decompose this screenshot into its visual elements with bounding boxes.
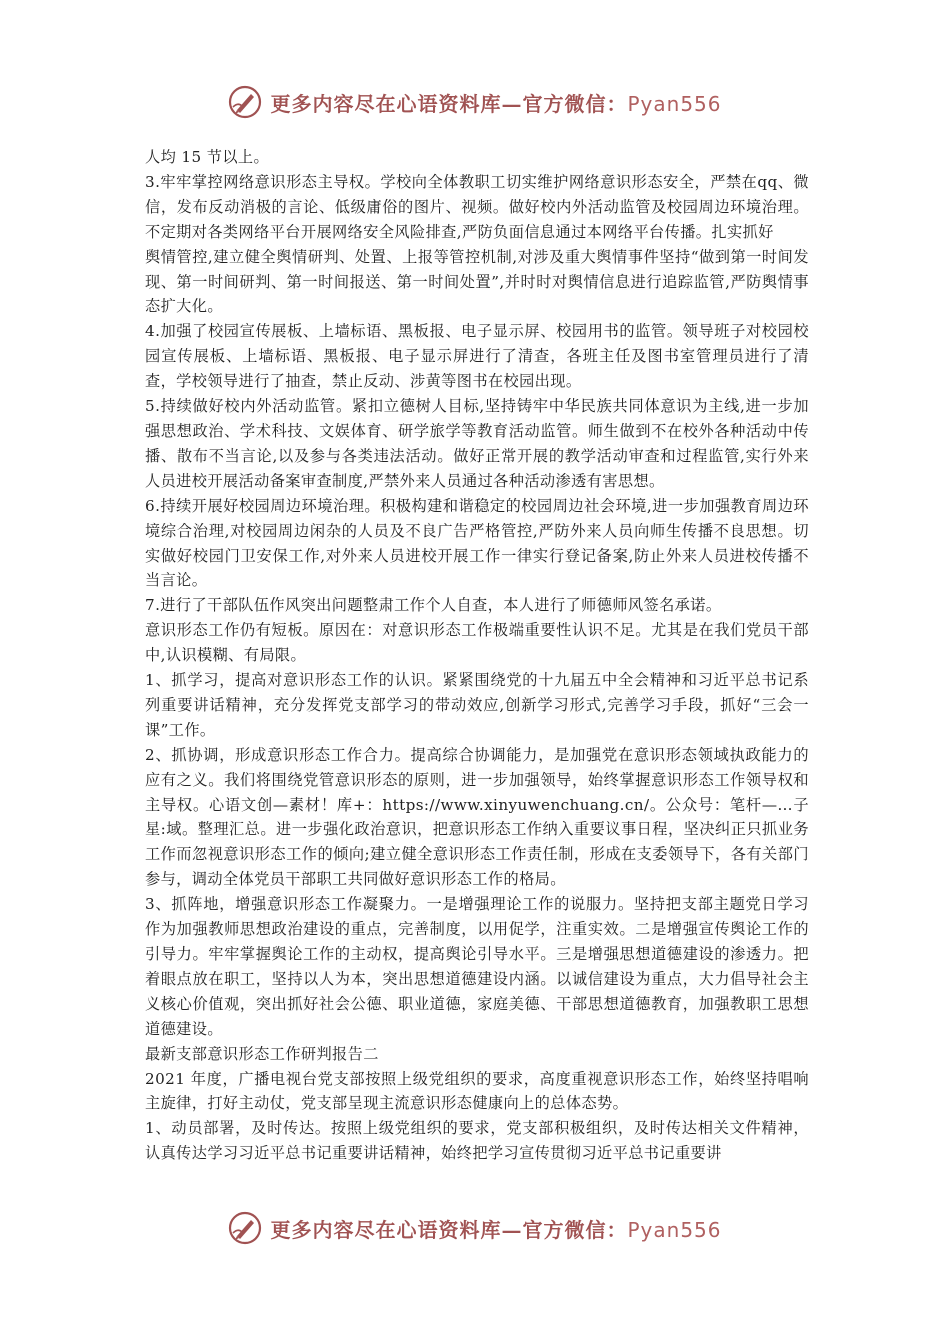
paragraph: 3.牢牢掌控网络意识形态主导权。学校向全体教职工切实维护网络意识形态安全，严禁在qq、微信，发布反动消极的言论、低级庸俗的图片、视频。做好校内外活动监管及校园周边环境治理。不定期对各类网络平台开展网络安全风险排查,严防负面信息通过本网络平台传播。扎实抓好 [145, 172, 809, 241]
paragraph: 3、抓阵地，增强意识形态工作凝聚力。一是增强理论工作的说服力。坚持把支部主题党日学习作为加强教师思想政治建设的重点，完善制度，以用促学，注重实效。二是增强宣传舆论工作的引导力。牢牢掌握舆论工作的主动权，提高舆论引导水平。三是增强思想道德建设的渗透力。把着眼点放在职工，坚持以人为本，突出思想道德建设内涵。以诚信建设为重点，大力倡导社会主义核心价值观，突出抓好社会公德、职业道德，家庭美德、干部思想道德教育，加强教职工思想道德建设。 [145, 895, 809, 1038]
banner-title: 更多内容尽在心语资料库—官方微信： [270, 91, 628, 116]
paragraph: 1、动员部署，及时传达。按照上级党组织的要求，党支部积极组织，及时传达相关文件精神，认真传达学习习近平总书记重要讲话精神，始终把学习宣传贯彻习近平总书记重要讲 [145, 1119, 809, 1163]
document-body [145, 145, 809, 1166]
paragraph: 意识形态工作仍有短板。原因在：对意识形态工作极端重要性认识不足。尤其是在我们党员干部中,认识模糊、有局限。 [145, 621, 809, 665]
banner-wechat-id: Pyan556 [627, 1217, 722, 1242]
section-heading: 最新支部意识形态工作研判报告二 [145, 1044, 379, 1063]
paragraph: 5.持续做好校内外活动监管。紧扣立德树人目标,坚持铸牢中华民族共同体意识为主线,进一步加强思想政治、学术科技、文娱体育、研学旅学等教育活动监管。师生做到不在校外各种活动中传播、散布不当言论,以及参与各类违法活动。做好正常开展的教学活动审查和过程监管,实行外来人员进校开展活动备案审查制度,严禁外来人员通过各种活动渗透有害思想。 [145, 397, 809, 490]
header-banner [0, 80, 950, 124]
footer-banner [0, 1206, 950, 1250]
paragraph: 2021 年度，广播电视台党支部按照上级党组织的要求，高度重视意识形态工作，始终坚持唱响主旋律，打好主动仗，党支部呈现主流意识形态健康向上的总体态势。 [145, 1069, 809, 1113]
paragraph: 6.持续开展好校园周边环境治理。积极构建和谐稳定的校园周边社会环境,进一步加强教育周边环境综合治理,对校园周边闲杂的人员及不良广告严格管控,严防外来人员向师生传播不良思想。切实做好校园门卫安保工作,对外来人员进校开展工作一律实行登记备案,防止外来人员进校传播不当言论。 [145, 496, 809, 590]
banner-text [270, 88, 721, 117]
paragraph: 1、抓学习，提高对意识形态工作的认识。紧紧围绕党的十九届五中全会精神和习近平总书记系列重要讲话精神，充分发挥党支部学习的带动效应,创新学习形式,完善学习手段，抓好“三会一课”工作。 [145, 671, 809, 739]
pen-logo-icon [228, 1211, 262, 1245]
paragraph: 4.加强了校园宣传展板、上墙标语、黑板报、电子显示屏、校园用书的监管。领导班子对校园校园宣传展板、上墙标语、黑板报、电子显示屏进行了清查，各班主任及图书室管理员进行了清查，学校领导进行了抽查，禁止反动、涉黄等图书在校园出现。 [145, 322, 809, 391]
paragraph: 2、抓协调，形成意识形态工作合力。提高综合协调能力，是加强党在意识形态领域执政能力的应有之义。我们将围绕党管意识形态的原则，进一步加强领导，始终掌握意识形态工作领导权和主导权。心语文创—素材！库+：https://www.xinyuwenchuang.cn/。公众号：笔杆—…子星:域。整理汇总。进一步强化政治意识，把意识形态工作纳入重要议事日程，坚决纠正只抓业务工作而忽视意识形态工作的倾向;建立健全意识形态工作责任制，形成在支委领导下，各有关部门参与，调动全体党员干部职工共同做好意识形态工作的格局。 [145, 745, 809, 889]
pen-logo-icon [228, 85, 262, 119]
banner-wechat-id: Pyan556 [627, 91, 722, 116]
banner-text [270, 1214, 721, 1243]
paragraph: 舆情管控,建立健全舆情研判、处置、上报等管控机制,对涉及重大舆情事件坚持“做到第一时间发现、第一时间研判、第一时间报送、第一时间处置”,并时时对舆情信息进行追踪监管,严防舆情事态扩大化。 [145, 247, 809, 316]
paragraph: 人均 15 节以上。 [145, 148, 270, 166]
paragraph: 7.进行了干部队伍作风突出问题整肃工作个人自查，本人进行了师德师风签名承诺。 [145, 596, 722, 615]
banner-title: 更多内容尽在心语资料库—官方微信： [270, 1217, 628, 1242]
